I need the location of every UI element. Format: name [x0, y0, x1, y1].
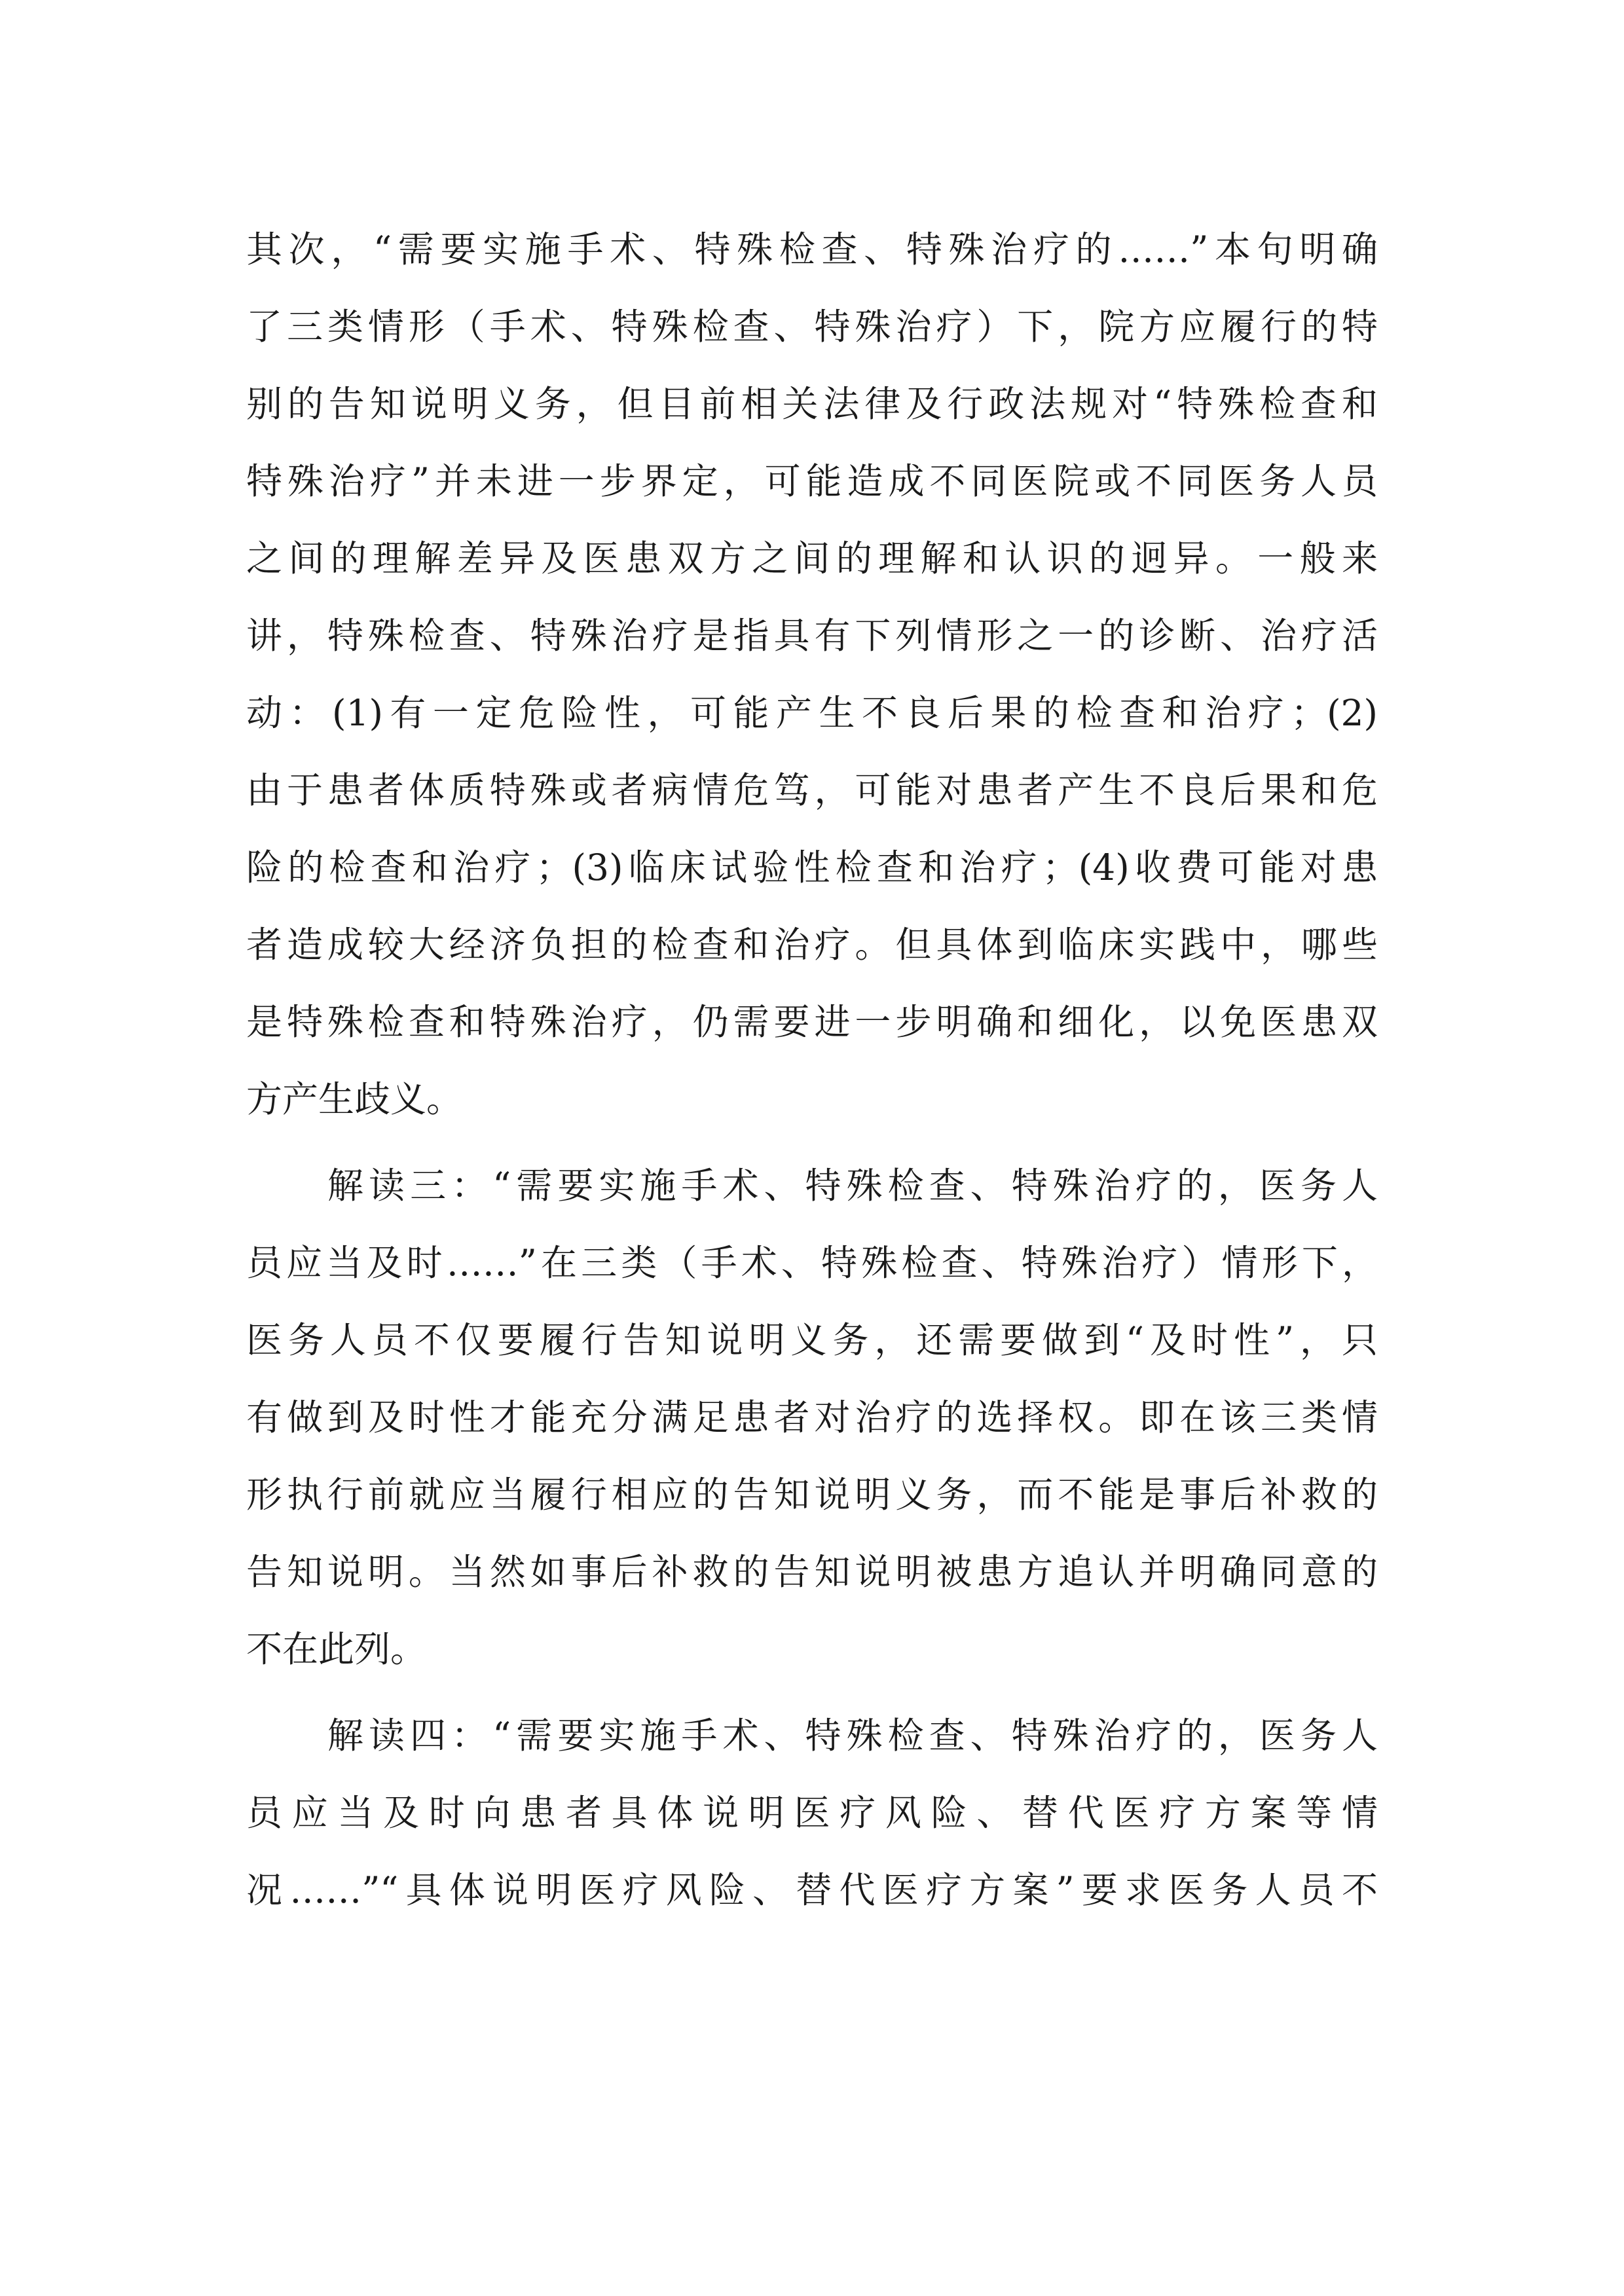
text-line: 告知说明。当然如事后补救的告知说明被患方追认并明确同意的 [246, 1551, 1378, 1593]
text-line: 其次，“需要实施手术、特殊检查、特殊治疗的……”本句明确 [246, 228, 1378, 270]
paragraph-2 [246, 1147, 1378, 1688]
text-line: 由于患者体质特殊或者病情危笃，可能对患者产生不良后果和危 [246, 769, 1378, 811]
text-line: 员应当及时……”在三类（手术、特殊检查、特殊治疗）情形下， [246, 1242, 1378, 1284]
text-line: 解读四：“需要实施手术、特殊检查、特殊治疗的，医务人 [327, 1715, 1378, 1757]
text-line: 是特殊检查和特殊治疗，仍需要进一步明确和细化，以免医患双 [246, 1001, 1378, 1043]
text-line: 员应当及时向患者具体说明医疗风险、替代医疗方案等情 [246, 1792, 1378, 1834]
text-line: 别的告知说明义务，但目前相关法律及行政法规对“特殊检查和 [246, 383, 1378, 425]
text-line: 动：(1)有一定危险性，可能产生不良后果的检查和治疗；(2) [246, 692, 1378, 734]
text-line: 医务人员不仅要履行告知说明义务，还需要做到“及时性”，只 [246, 1319, 1378, 1361]
text-line: 险的检查和治疗；(3)临床试验性检查和治疗；(4)收费可能对患 [246, 847, 1378, 888]
text-line: 不在此列。 [246, 1628, 427, 1670]
text-line: 形执行前就应当履行相应的告知说明义务，而不能是事后补救的 [246, 1474, 1378, 1516]
text-line: 方产生歧义。 [246, 1078, 463, 1120]
text-line: 了三类情形（手术、特殊检查、特殊治疗）下，院方应履行的特 [246, 306, 1378, 348]
paragraph-1 [246, 211, 1378, 1138]
paragraph-3 [246, 1697, 1378, 1929]
text-line: 特殊治疗”并未进一步界定，可能造成不同医院或不同医务人员 [246, 460, 1378, 502]
text-line: 者造成较大经济负担的检查和治疗。但具体到临床实践中，哪些 [246, 924, 1378, 966]
text-line: 有做到及时性才能充分满足患者对治疗的选择权。即在该三类情 [246, 1396, 1378, 1438]
text-line: 解读三：“需要实施手术、特殊检查、特殊治疗的，医务人 [327, 1165, 1378, 1207]
body-text [246, 211, 1378, 1929]
text-line: 讲，特殊检查、特殊治疗是指具有下列情形之一的诊断、治疗活 [246, 615, 1378, 657]
text-line: 况……”“具体说明医疗风险、替代医疗方案”要求医务人员不 [246, 1869, 1378, 1911]
text-line: 之间的理解差异及医患双方之间的理解和认识的迥异。一般来 [246, 538, 1378, 579]
